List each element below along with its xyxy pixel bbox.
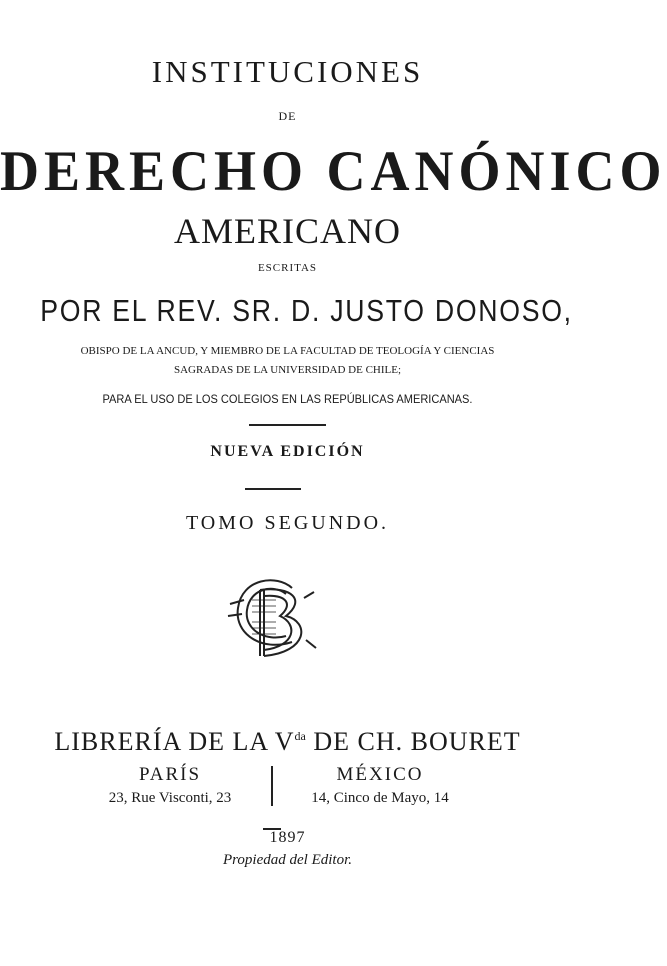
address-paris: 23, Rue Visconti, 23 bbox=[108, 790, 232, 806]
divider-middle bbox=[245, 488, 301, 490]
publisher-line bbox=[0, 727, 575, 757]
title-instituciones: INSTITUCIONES bbox=[151, 54, 424, 89]
address-mexico: 14, Cinco de Mayo, 14 bbox=[311, 790, 449, 806]
publisher-suffix: DE CH. BOURET bbox=[305, 727, 521, 756]
divider-top bbox=[249, 424, 326, 426]
title-de: DE bbox=[278, 109, 297, 123]
escritas-label: ESCRITAS bbox=[257, 262, 318, 274]
city-paris: PARÍS bbox=[138, 764, 202, 785]
publisher-prefix: LIBRERÍA DE LA V bbox=[54, 727, 295, 756]
edition-label: NUEVA EDICIÓN bbox=[210, 443, 365, 460]
author-credentials-line1: OBISPO DE LA ANCUD, Y MIEMBRO DE LA FACULTAD DE TEOLOGÍA Y CIENCIAS bbox=[80, 345, 495, 357]
author-line: POR EL REV. SR. D. JUSTO DONOSO, bbox=[40, 293, 573, 328]
title-derecho-canonico: DERECHO CANÓNICO bbox=[0, 139, 667, 203]
cb-monogram-icon bbox=[222, 570, 322, 670]
publisher-superscript: da bbox=[294, 729, 306, 743]
publication-year: 1897 bbox=[269, 829, 306, 846]
rights-note: Propiedad del Editor. bbox=[222, 852, 353, 868]
city-mexico: MÉXICO bbox=[336, 764, 424, 785]
author-credentials-line2: SAGRADAS DE LA UNIVERSIDAD DE CHILE; bbox=[173, 364, 402, 376]
volume-label: TOMO SEGUNDO. bbox=[185, 512, 390, 534]
title-americano: AMERICANO bbox=[173, 211, 401, 251]
purpose-line: PARA EL USO DE LOS COLEGIOS EN LAS REPÚBLICAS AMERICANAS. bbox=[102, 392, 473, 406]
column-divider bbox=[271, 766, 273, 806]
